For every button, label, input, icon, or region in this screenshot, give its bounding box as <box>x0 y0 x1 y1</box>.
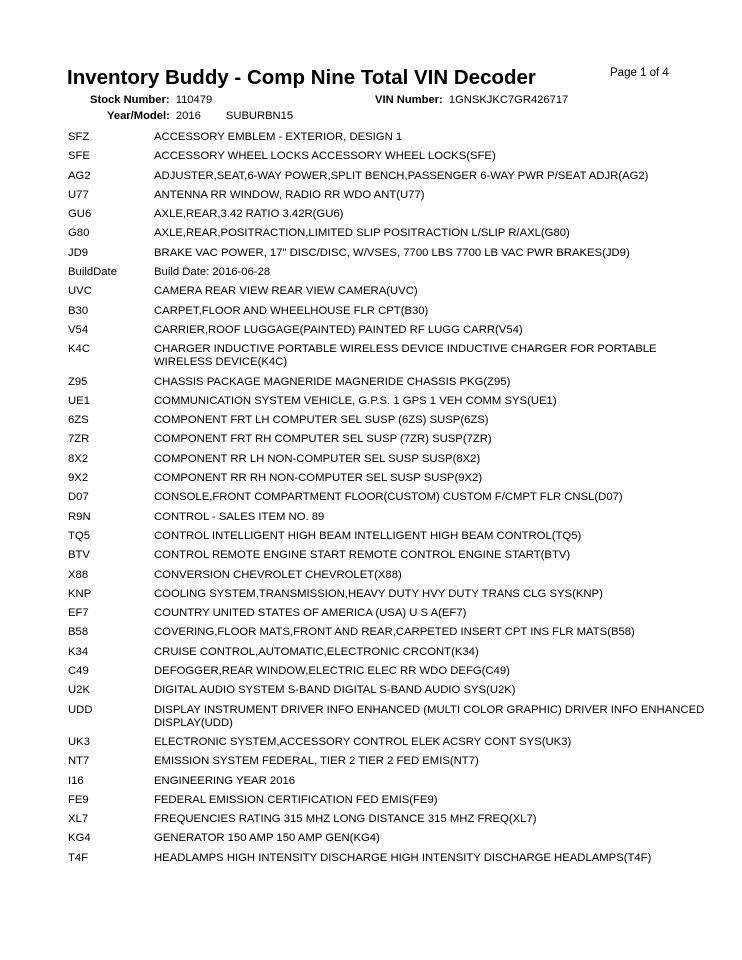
option-row <box>68 170 708 183</box>
stock-number <box>90 94 212 106</box>
option-code: I16 <box>68 774 84 787</box>
option-row <box>68 208 708 221</box>
option-description: COMPONENT RR LH NON-COMPUTER SEL SUSP SUSP(8X2) <box>154 452 481 465</box>
option-row <box>68 189 708 202</box>
option-code: K4C <box>68 343 90 356</box>
option-description: COVERING,FLOOR MATS,FRONT AND REAR,CARPETED INSERT CPT INS FLR MATS(B58) <box>154 626 635 639</box>
option-row <box>68 832 708 845</box>
option-code: UDD <box>68 703 93 716</box>
option-code: TQ5 <box>68 529 90 542</box>
option-row <box>68 150 708 163</box>
option-description: CAMERA REAR VIEW REAR VIEW CAMERA(UVC) <box>154 285 418 298</box>
option-row <box>68 588 708 601</box>
year-model <box>107 110 293 122</box>
option-row <box>68 472 708 485</box>
option-description: DEFOGGER,REAR WINDOW,ELECTRIC ELEC RR WDO DEFG(C49) <box>154 665 510 678</box>
option-row <box>68 530 708 543</box>
option-code: SFE <box>68 150 90 163</box>
option-code: KG4 <box>68 832 91 845</box>
option-row <box>68 227 708 240</box>
option-code: K34 <box>68 645 89 658</box>
option-row <box>68 549 708 562</box>
option-code: D07 <box>68 491 89 504</box>
option-row <box>68 343 708 369</box>
option-description: CONSOLE,FRONT COMPARTMENT FLOOR(CUSTOM) CUSTOM F/CMPT FLR CNSL(D07) <box>154 491 623 504</box>
option-description: CARRIER,ROOF LUGGAGE(PAINTED) PAINTED RF LUGG CARR(V54) <box>154 323 523 336</box>
option-code: G80 <box>68 227 90 240</box>
option-code: 8X2 <box>68 452 89 465</box>
option-code: UE1 <box>68 394 90 407</box>
option-description: CONVERSION CHEVROLET CHEVROLET(X88) <box>154 568 402 581</box>
option-row <box>68 775 708 788</box>
option-description: Build Date: 2016-06-28 <box>154 266 271 279</box>
option-description: COOLING SYSTEM,TRANSMISSION,HEAVY DUTY HVY DUTY TRANS CLG SYS(KNP) <box>154 587 603 600</box>
model-value: SUBURBN15 <box>225 110 294 122</box>
option-row <box>68 607 708 620</box>
stock-number-label: Stock Number: <box>90 94 170 106</box>
option-code: AG2 <box>68 169 91 182</box>
option-code: T4F <box>68 851 89 864</box>
option-description: CONTROL REMOTE ENGINE START REMOTE CONTROL ENGINE START(BTV) <box>154 549 571 562</box>
option-description: BRAKE VAC POWER, 17" DISC/DISC, W/VSES, 7700 LBS 7700 LB VAC PWR BRAKES(JD9) <box>154 246 630 259</box>
stock-number-value: 110479 <box>175 94 213 106</box>
option-description: GENERATOR 150 AMP 150 AMP GEN(KG4) <box>154 832 380 845</box>
option-description: COUNTRY UNITED STATES OF AMERICA (USA) U S A(EF7) <box>154 607 467 620</box>
option-description: COMPONENT FRT RH COMPUTER SEL SUSP (7ZR) SUSP(7ZR) <box>154 433 492 446</box>
option-row <box>68 247 708 260</box>
option-description: ADJUSTER,SEAT,6-WAY POWER,SPLIT BENCH,PASSENGER 6-WAY PWR P/SEAT ADJR(AG2) <box>154 169 649 182</box>
option-description: AXLE,REAR,3.42 RATIO 3.42R(GU6) <box>154 208 344 221</box>
option-code: Z95 <box>68 375 88 388</box>
page-number: Page 1 of 4 <box>610 67 669 79</box>
option-code: BuildDate <box>68 266 117 279</box>
option-description: CONTROL INTELLIGENT HIGH BEAM INTELLIGENT HIGH BEAM CONTROL(TQ5) <box>154 529 582 542</box>
option-description: EMISSION SYSTEM FEDERAL, TIER 2 TIER 2 FED EMIS(NT7) <box>154 755 479 768</box>
option-code: FE9 <box>68 793 89 806</box>
option-row <box>68 852 708 865</box>
option-row <box>68 794 708 807</box>
option-row <box>68 684 708 697</box>
option-code: NT7 <box>68 755 90 768</box>
option-description: HEADLAMPS HIGH INTENSITY DISCHARGE HIGH INTENSITY DISCHARGE HEADLAMPS(T4F) <box>154 851 652 864</box>
option-code: 9X2 <box>68 472 89 485</box>
option-row <box>68 305 708 318</box>
option-code: SFZ <box>68 131 90 143</box>
option-row <box>68 285 708 298</box>
option-row <box>68 453 708 466</box>
year-value: 2016 <box>175 110 201 122</box>
year-model-label: Year/Model: <box>107 110 170 122</box>
option-row <box>68 491 708 504</box>
option-row <box>68 736 708 749</box>
option-row <box>68 395 708 408</box>
option-description: COMPONENT RR RH NON-COMPUTER SEL SUSP SUSP(9X2) <box>154 472 483 485</box>
option-code: U77 <box>68 188 89 201</box>
option-code: UK3 <box>68 735 90 748</box>
option-row <box>68 704 708 730</box>
option-code: V54 <box>68 323 89 336</box>
option-code: KNP <box>68 587 92 600</box>
option-row <box>68 414 708 427</box>
option-row <box>68 376 708 389</box>
option-description: ACCESSORY WHEEL LOCKS ACCESSORY WHEEL LOCKS(SFE) <box>154 150 496 163</box>
option-description: AXLE,REAR,POSITRACTION,LIMITED SLIP POSITRACTION L/SLIP R/AXL(G80) <box>154 227 570 240</box>
option-description: CARPET,FLOOR AND WHEELHOUSE FLR CPT(B30) <box>154 304 429 317</box>
option-description: CRUISE CONTROL,AUTOMATIC,ELECTRONIC CRCONT(K34) <box>154 645 479 658</box>
option-description: CHARGER INDUCTIVE PORTABLE WIRELESS DEVICE INDUCTIVE CHARGER FOR PORTABLE WIRELESS DEVICE(K4C) <box>154 343 657 369</box>
document-title: Inventory Buddy - Comp Nine Total VIN Decoder <box>67 66 536 89</box>
vin-number <box>375 94 568 106</box>
option-description: COMMUNICATION SYSTEM VEHICLE, G.P.S. 1 GPS 1 VEH COMM SYS(UE1) <box>154 394 557 407</box>
option-row <box>68 569 708 582</box>
option-description: ANTENNA RR WINDOW, RADIO RR WDO ANT(U77) <box>154 188 425 201</box>
option-code: 7ZR <box>68 433 90 446</box>
option-code: JD9 <box>68 246 89 259</box>
option-description: DISPLAY INSTRUMENT DRIVER INFO ENHANCED (MULTI COLOR GRAPHIC) DRIVER INFO ENHANCED DISPLAY(UDD) <box>154 703 705 729</box>
option-code: B30 <box>68 304 89 317</box>
option-row <box>68 511 708 524</box>
option-description: COMPONENT FRT LH COMPUTER SEL SUSP (6ZS) SUSP(6ZS) <box>154 414 489 427</box>
option-description: FEDERAL EMISSION CERTIFICATION FED EMIS(FE9) <box>154 793 438 806</box>
option-row <box>68 646 708 659</box>
option-code: R9N <box>68 510 91 523</box>
option-code: U2K <box>68 684 90 697</box>
option-code: 6ZS <box>68 414 89 427</box>
option-code: C49 <box>68 665 89 678</box>
option-row <box>68 266 708 279</box>
option-row <box>68 131 708 144</box>
option-description: DIGITAL AUDIO SYSTEM S-BAND DIGITAL S-BAND AUDIO SYS(U2K) <box>154 684 516 697</box>
vin-number-value: 1GNSKJKC7GR426717 <box>448 94 569 106</box>
option-row <box>68 324 708 337</box>
option-row <box>68 626 708 639</box>
option-description: FREQUENCIES RATING 315 MHZ LONG DISTANCE 315 MHZ FREQ(XL7) <box>154 813 537 826</box>
vin-number-label: VIN Number: <box>375 94 443 106</box>
option-code: UVC <box>68 285 92 298</box>
option-description: ENGINEERING YEAR 2016 <box>154 774 296 787</box>
option-code: BTV <box>68 549 90 562</box>
option-row <box>68 813 708 826</box>
option-description: CONTROL - SALES ITEM NO. 89 <box>154 510 325 523</box>
option-row <box>68 755 708 768</box>
option-row <box>68 433 708 446</box>
option-code: EF7 <box>68 607 89 620</box>
option-code: B58 <box>68 626 89 639</box>
option-description: ACCESSORY EMBLEM - EXTERIOR, DESIGN 1 <box>154 131 403 143</box>
option-code-list <box>68 131 708 871</box>
option-row <box>68 665 708 678</box>
option-code: XL7 <box>68 813 89 826</box>
option-description: ELECTRONIC SYSTEM,ACCESSORY CONTROL ELEK ACSRY CONT SYS(UK3) <box>154 735 572 748</box>
option-code: GU6 <box>68 208 92 221</box>
option-code: X88 <box>68 568 89 581</box>
option-description: CHASSIS PACKAGE MAGNERIDE MAGNERIDE CHASSIS PKG(Z95) <box>154 375 511 388</box>
